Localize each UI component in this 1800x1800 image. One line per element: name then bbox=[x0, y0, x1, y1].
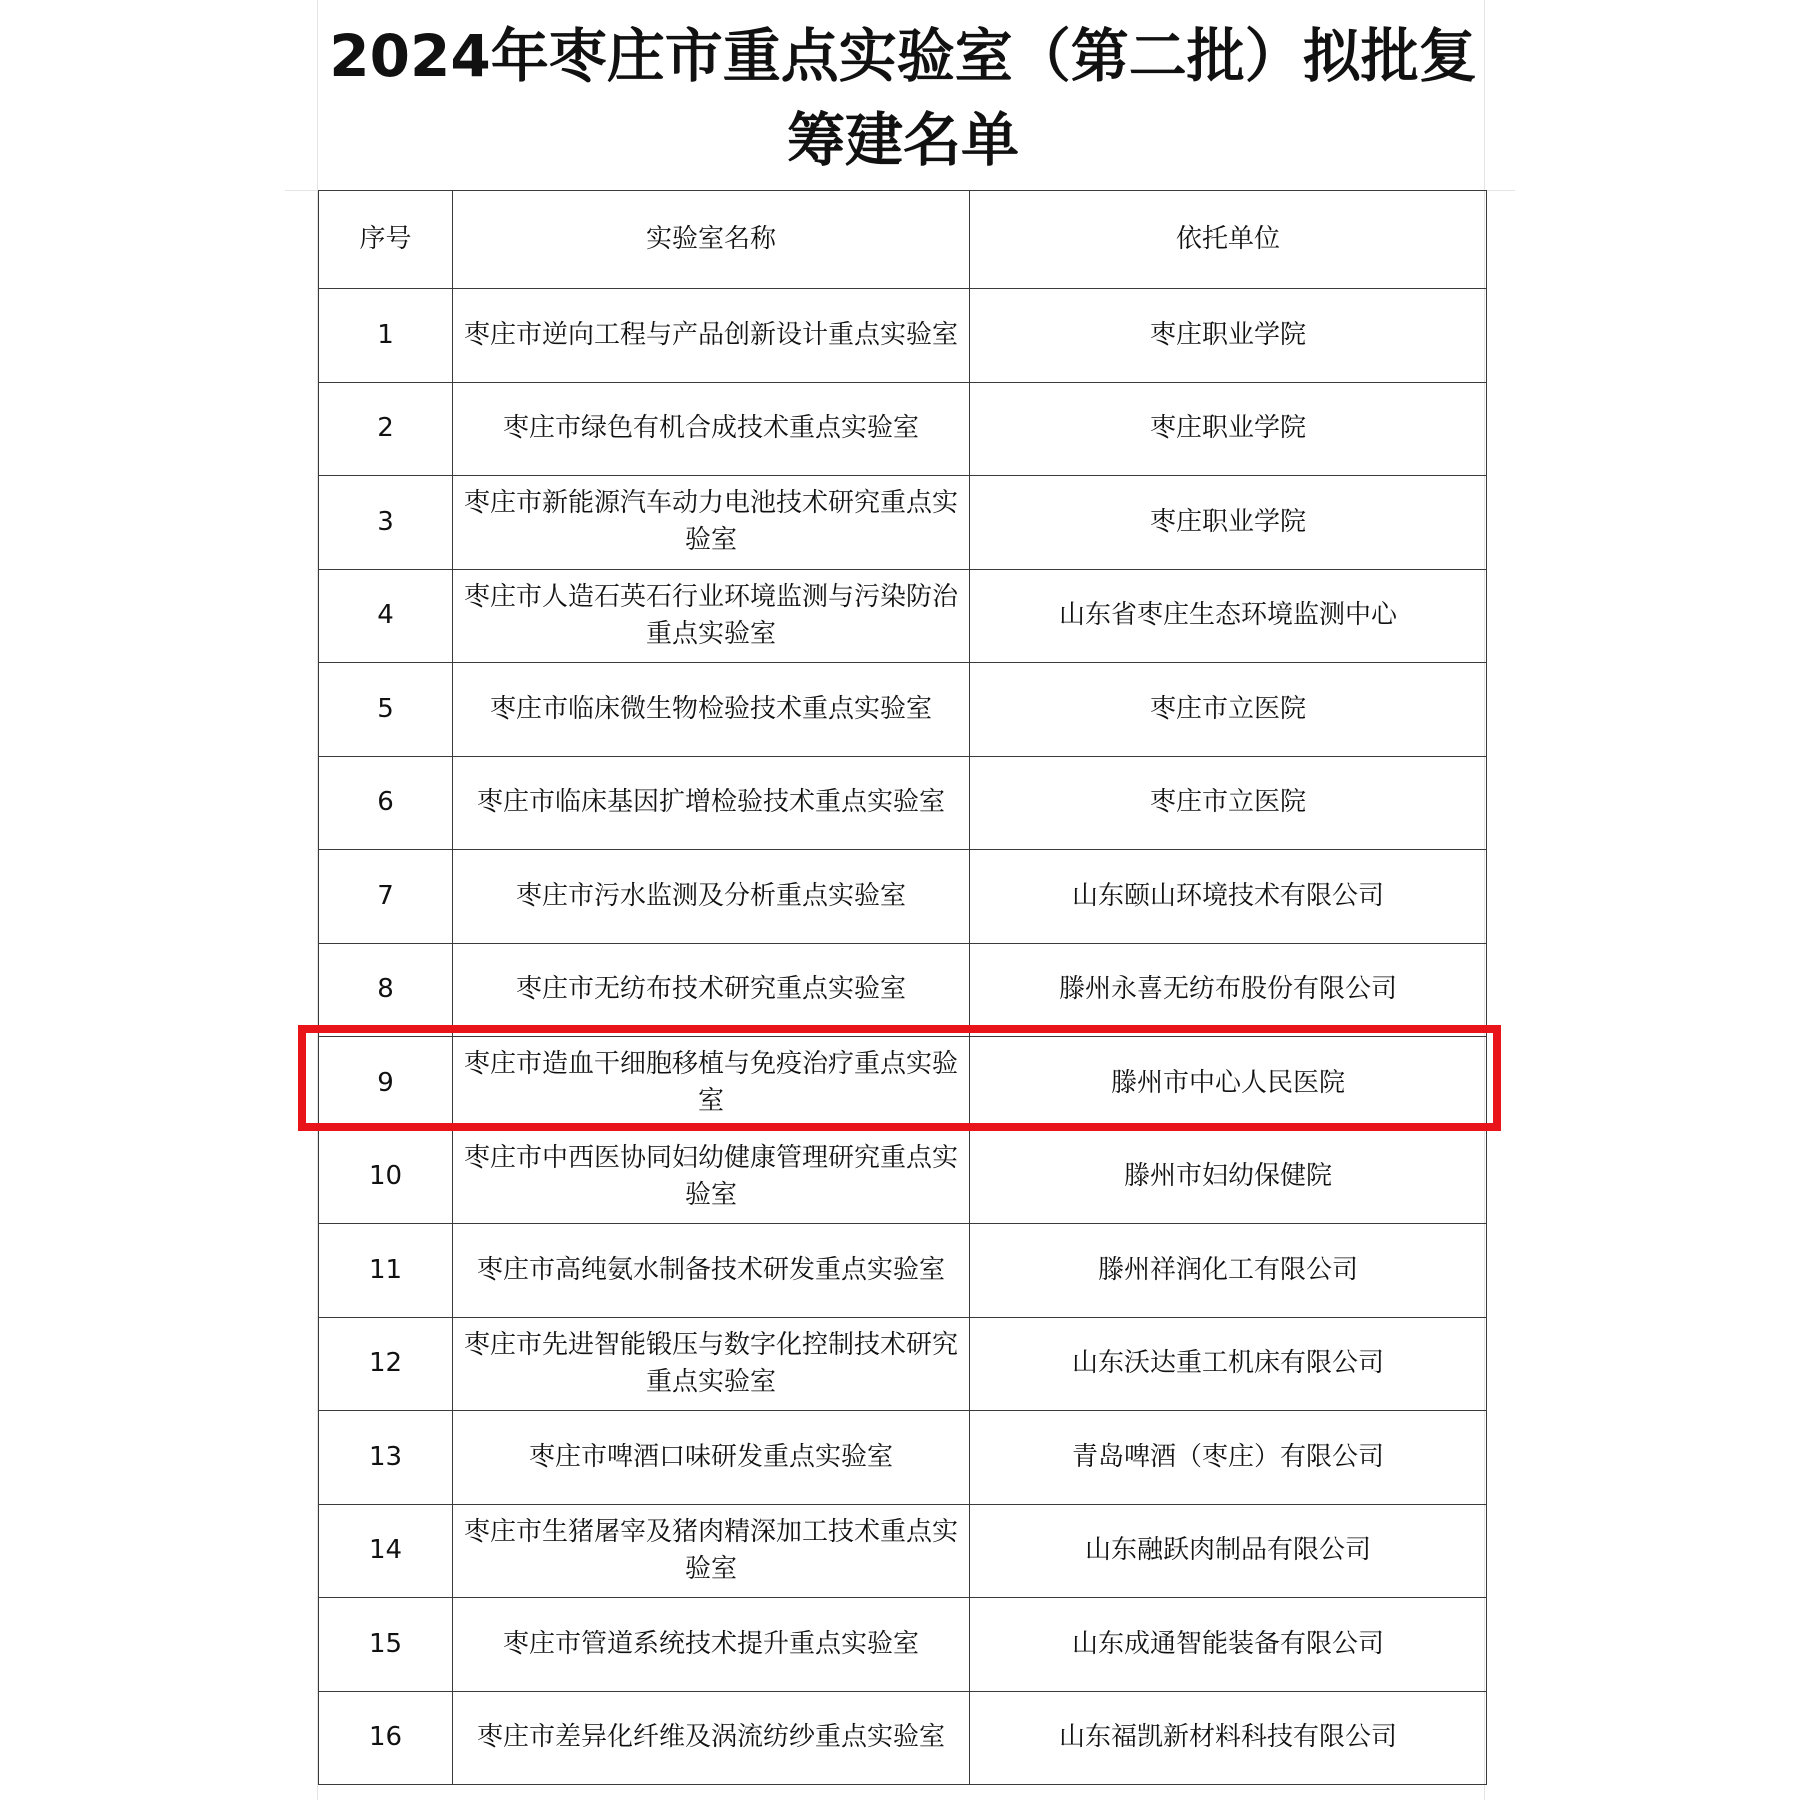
lab-name: 枣庄市无纺布技术研究重点实验室 bbox=[453, 943, 970, 1037]
table-header-row bbox=[319, 191, 1487, 289]
header-serial-number: 序号 bbox=[319, 191, 453, 289]
lab-name: 枣庄市污水监测及分析重点实验室 bbox=[453, 850, 970, 944]
row-number: 2 bbox=[319, 382, 453, 476]
row-number: 8 bbox=[319, 943, 453, 1037]
row-number: 5 bbox=[319, 663, 453, 757]
table-row bbox=[319, 476, 1487, 570]
host-unit: 枣庄职业学院 bbox=[970, 476, 1487, 570]
table-row bbox=[319, 663, 1487, 757]
table-row bbox=[319, 289, 1487, 383]
table-row bbox=[319, 756, 1487, 850]
page-title: 2024年枣庄市重点实验室（第二批）拟批复筹建名单 bbox=[329, 22, 1477, 174]
header-lab-name: 实验室名称 bbox=[453, 191, 970, 289]
table-row bbox=[319, 382, 1487, 476]
lab-name: 枣庄市新能源汽车动力电池技术研究重点实验室 bbox=[453, 476, 970, 570]
table-row bbox=[319, 569, 1487, 663]
lab-name: 枣庄市管道系统技术提升重点实验室 bbox=[453, 1598, 970, 1692]
host-unit: 滕州市中心人民医院 bbox=[970, 1037, 1487, 1131]
header-host-unit: 依托单位 bbox=[970, 191, 1487, 289]
row-number: 11 bbox=[319, 1224, 453, 1318]
lab-list-table bbox=[318, 190, 1487, 1785]
table-row bbox=[319, 943, 1487, 1037]
host-unit: 枣庄市立医院 bbox=[970, 756, 1487, 850]
host-unit: 滕州市妇幼保健院 bbox=[970, 1130, 1487, 1224]
table-row bbox=[319, 1691, 1487, 1785]
lab-name: 枣庄市人造石英石行业环境监测与污染防治重点实验室 bbox=[453, 569, 970, 663]
row-number: 3 bbox=[319, 476, 453, 570]
host-unit: 山东成通智能装备有限公司 bbox=[970, 1598, 1487, 1692]
table-row bbox=[319, 850, 1487, 944]
row-number: 7 bbox=[319, 850, 453, 944]
table-row bbox=[319, 1504, 1487, 1598]
table-row bbox=[319, 1598, 1487, 1692]
lab-name: 枣庄市高纯氨水制备技术研发重点实验室 bbox=[453, 1224, 970, 1318]
row-number: 14 bbox=[319, 1504, 453, 1598]
row-number: 1 bbox=[319, 289, 453, 383]
host-unit: 山东福凯新材料科技有限公司 bbox=[970, 1691, 1487, 1785]
table-row bbox=[319, 1130, 1487, 1224]
lab-list-table-container bbox=[318, 190, 1486, 1785]
row-number: 9 bbox=[319, 1037, 453, 1131]
host-unit: 山东融跃肉制品有限公司 bbox=[970, 1504, 1487, 1598]
host-unit: 枣庄职业学院 bbox=[970, 289, 1487, 383]
lab-name: 枣庄市差异化纤维及涡流纺纱重点实验室 bbox=[453, 1691, 970, 1785]
lab-name: 枣庄市逆向工程与产品创新设计重点实验室 bbox=[453, 289, 970, 383]
table-row bbox=[319, 1317, 1487, 1411]
row-number: 12 bbox=[319, 1317, 453, 1411]
host-unit: 枣庄职业学院 bbox=[970, 382, 1487, 476]
lab-name: 枣庄市生猪屠宰及猪肉精深加工技术重点实验室 bbox=[453, 1504, 970, 1598]
lab-name: 枣庄市绿色有机合成技术重点实验室 bbox=[453, 382, 970, 476]
row-number: 16 bbox=[319, 1691, 453, 1785]
host-unit: 青岛啤酒（枣庄）有限公司 bbox=[970, 1411, 1487, 1505]
lab-name: 枣庄市先进智能锻压与数字化控制技术研究重点实验室 bbox=[453, 1317, 970, 1411]
host-unit: 山东沃达重工机床有限公司 bbox=[970, 1317, 1487, 1411]
table-row bbox=[319, 1224, 1487, 1318]
lab-name: 枣庄市临床微生物检验技术重点实验室 bbox=[453, 663, 970, 757]
row-number: 13 bbox=[319, 1411, 453, 1505]
lab-name: 枣庄市啤酒口味研发重点实验室 bbox=[453, 1411, 970, 1505]
row-number: 6 bbox=[319, 756, 453, 850]
table-row bbox=[319, 1411, 1487, 1505]
host-unit: 枣庄市立医院 bbox=[970, 663, 1487, 757]
host-unit: 山东省枣庄生态环境监测中心 bbox=[970, 569, 1487, 663]
lab-name: 枣庄市临床基因扩增检验技术重点实验室 bbox=[453, 756, 970, 850]
lab-name: 枣庄市造血干细胞移植与免疫治疗重点实验室 bbox=[453, 1037, 970, 1131]
row-number: 4 bbox=[319, 569, 453, 663]
lab-name: 枣庄市中西医协同妇幼健康管理研究重点实验室 bbox=[453, 1130, 970, 1224]
table-row-highlighted bbox=[319, 1037, 1487, 1131]
host-unit: 滕州永喜无纺布股份有限公司 bbox=[970, 943, 1487, 1037]
host-unit: 山东颐山环境技术有限公司 bbox=[970, 850, 1487, 944]
host-unit: 滕州祥润化工有限公司 bbox=[970, 1224, 1487, 1318]
row-number: 10 bbox=[319, 1130, 453, 1224]
row-number: 15 bbox=[319, 1598, 453, 1692]
